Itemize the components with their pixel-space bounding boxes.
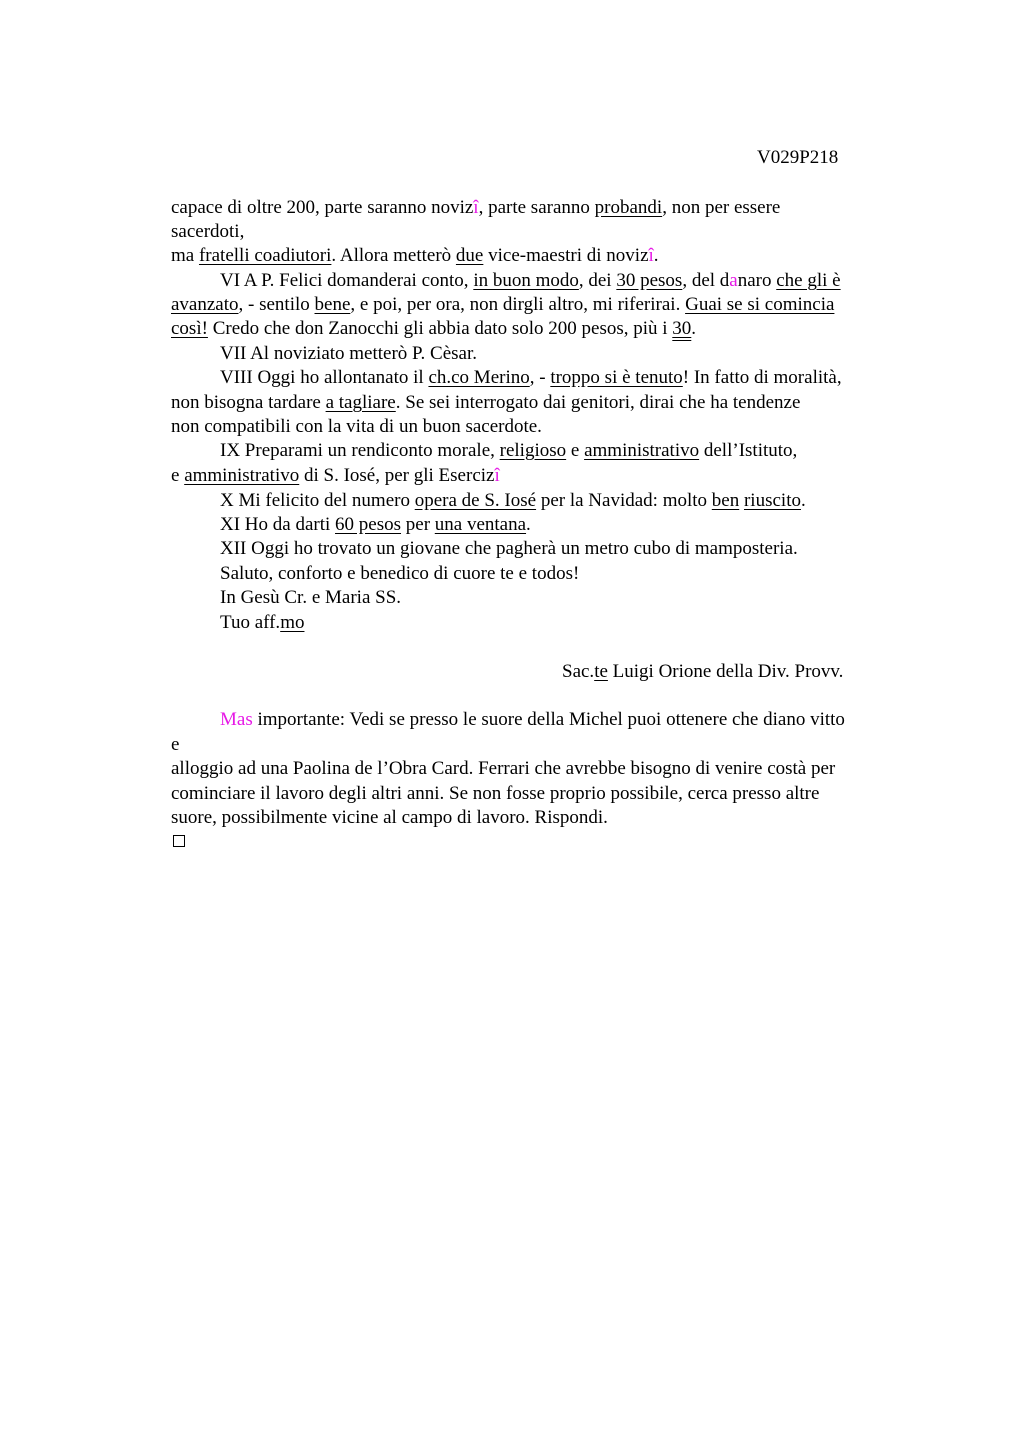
- checkbox-square-icon: [173, 835, 185, 847]
- text-line: XII Oggi ho trovato un giovane che pagherà un metro cubo di mamposteria.: [220, 538, 798, 559]
- text-line: suore, possibilmente vicine al campo di lavoro. Rispondi.: [171, 807, 608, 828]
- text-line: non bisogna tardare a tagliare. Se sei interrogato dai genitori, dirai che ha tendenze: [171, 392, 801, 413]
- text-line: Tuo aff.mo: [220, 612, 305, 633]
- page-id: V029P218: [757, 147, 839, 168]
- text-line: capace di oltre 200, parte saranno novizî, parte saranno probandi, non per essere: [171, 197, 781, 218]
- text-line: XI Ho da darti 60 pesos per una ventana.: [220, 514, 531, 535]
- text-line: avanzato, - sentilo bene, e poi, per ora, non dirgli altro, mi riferirai. Guai se si comincia: [171, 294, 835, 315]
- text-line: non compatibili con la vita di un buon sacerdote.: [171, 416, 542, 437]
- text-line: Mas importante: Vedi se presso le suore della Michel puoi ottenere che diano vitto: [220, 709, 845, 730]
- text-line: cominciare il lavoro degli altri anni. Se non fosse proprio possibile, cerca presso altre: [171, 783, 820, 804]
- text-line: e: [171, 734, 180, 755]
- text-line: Saluto, conforto e benedico di cuore te e todos!: [220, 563, 580, 584]
- text-line: alloggio ad una Paolina de l’Obra Card. Ferrari che avrebbe bisogno di venire costà per: [171, 758, 836, 779]
- text-line: VII Al noviziato metterò P. Cèsar.: [220, 343, 477, 364]
- text-line: così! Credo che don Zanocchi gli abbia dato solo 200 pesos, più i 30.: [171, 318, 697, 339]
- signature-line: Sac.te Luigi Orione della Div. Provv.: [562, 661, 844, 682]
- text-line: IX Preparami un rendiconto morale, religioso e amministrativo dell’Istituto,: [220, 440, 798, 461]
- text-line: In Gesù Cr. e Maria SS.: [220, 587, 402, 608]
- text-line: VIII Oggi ho allontanato il ch.co Merino, - troppo si è tenuto! In fatto di moralità,: [220, 367, 842, 388]
- text-line: X Mi felicito del numero opera de S. Iosé per la Navidad: molto ben riuscito.: [220, 490, 806, 511]
- text-line: ma fratelli coadiutori. Allora metterò due vice-maestri di novizî.: [171, 245, 659, 266]
- text-line: VI A P. Felici domanderai conto, in buon modo, dei 30 pesos, del danaro che gli è: [220, 270, 841, 291]
- text-line: e amministrativo di S. Iosé, per gli Esercizî: [171, 465, 500, 486]
- text-line: sacerdoti,: [171, 221, 245, 242]
